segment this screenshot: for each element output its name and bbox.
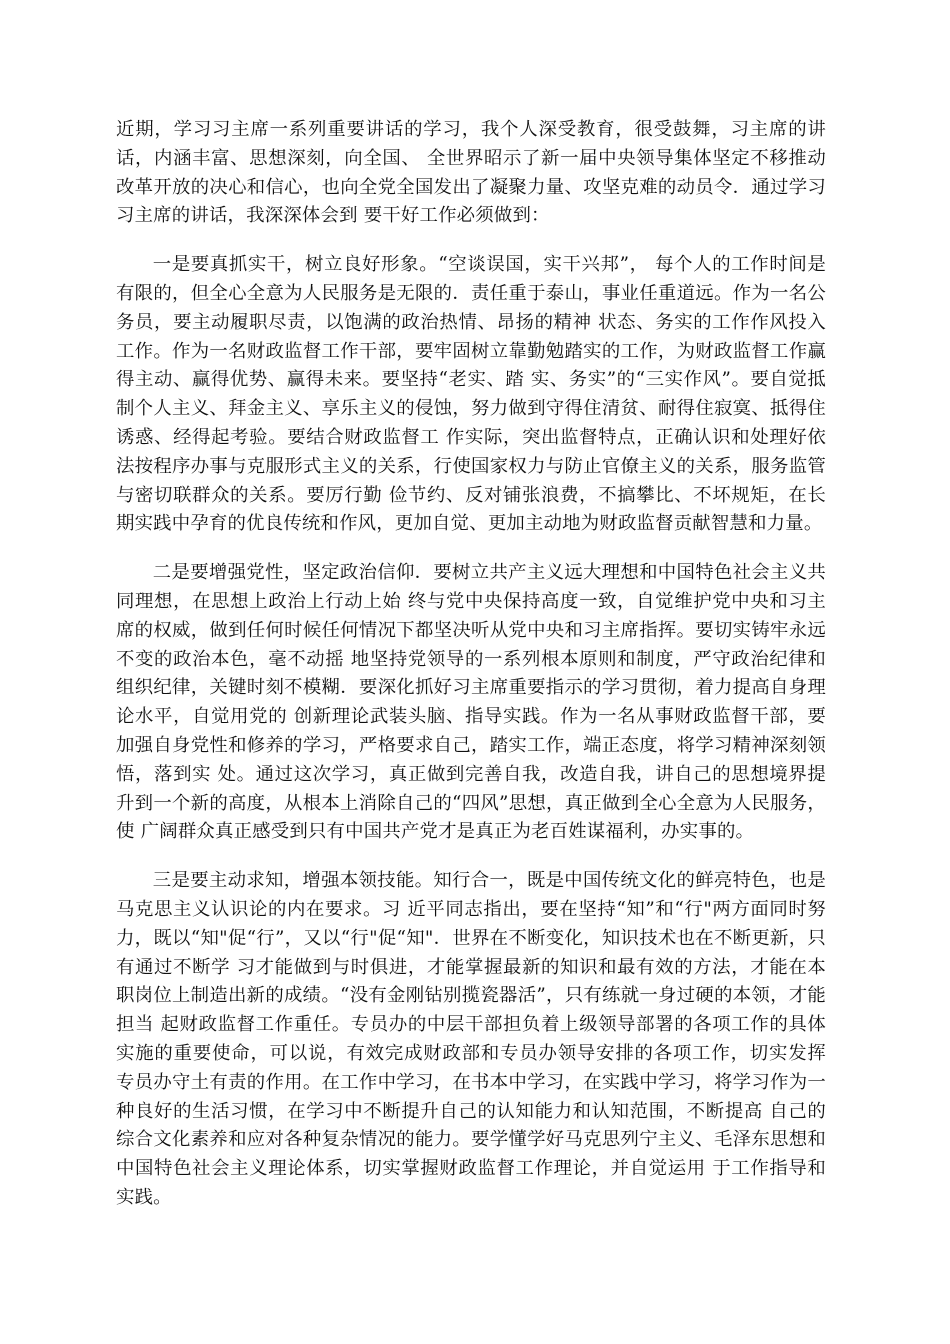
- paragraph-point-two: 二是要增强党性，坚定政治信仰．要树立共产主义远大理想和中国特色社会主义共同理想，在思想上政治上行动上始 终与党中央保持高度一致，自觉维护党中央和习主席的权威，做到任何时候任何情况下都坚决听从党中央和习主席指挥。要切实铸牢永远不变的政治本色，毫不动摇 地坚持党领导的一系列根本原则和制度，严守政治纪律和组织纪律，关键时刻不模糊．要深化抓好习主席重要指示的学习贯彻，着力提高自身理论水平，自觉用党的 创新理论武装头脑、指导实践。作为一名从事财政监督干部，要加强自身党性和修养的学习，严格要求自己，踏实工作，端正态度，将学习精神深刻领悟，落到实 处。通过这次学习，真正做到完善自我，改造自我，讲自己的思想境界提升到一个新的高度，从根本上消除自己的“四风”思想，真正做到全心全意为人民服务，使 广阔群众真正感受到只有中国共产党才是真正为老百姓谋福利，办实事的。: [116, 562, 826, 843]
- document-body: [116, 116, 826, 1233]
- paragraph-point-three: 三是要主动求知，增强本领技能。知行合一，既是中国传统文化的鲜亮特色，也是马克思主义认识论的内在要求。习 近平同志指出，要在坚持“知”和“行"两方面同时努力，既以“知"促“行”，又以“行"促“知"．世界在不断变化，知识技术也在不断更新，只有通过不断学 习才能做到与时俱进，才能掌握最新的知识和最有效的方法，才能在本职岗位上制造出新的成绩。“没有金刚钻别揽瓷器活”，只有练就一身过硬的本领，才能担当 起财政监督工作重任。专员办的中层干部担负着上级领导部署的各项工作的具体实施的重要使命，可以说，有效完成财政部和专员办领导安排的各项工作，切实发挥 专员办守土有责的作用。在工作中学习，在书本中学习，在实践中学习，将学习作为一种良好的生活习惯，在学习中不断提升自己的认知能力和认知范围，不断提高 自己的综合文化素养和应对各种复杂情况的能力。要学懂学好马克思列宁主义、毛泽东思想和中国特色社会主义理论体系，切实掌握财政监督工作理论，并自觉运用 于工作指导和实践。: [116, 870, 826, 1208]
- paragraph-point-one: 一是要真抓实干，树立良好形象。“空谈误国，实干兴邦”， 每个人的工作时间是有限的，但全心全意为人民服务是无限的．责任重于泰山，事业任重道远。作为一名公务员，要主动履职尽责，以饱满的政治热情、昂扬的精神 状态、务实的工作作风投入工作。作为一名财政监督工作干部，要牢固树立靠勤勉踏实的工作，为财政监督工作赢得主动、赢得优势、赢得未来。要坚持“老实、踏 实、务实”的“三实作风”。要自觉抵制个人主义、拜金主义、享乐主义的侵蚀，努力做到守得住清贫、耐得住寂寞、抵得住诱惑、经得起考验。要结合财政监督工 作实际，突出监督特点，正确认识和处理好依法按程序办事与克服形式主义的关系，行使国家权力与防止官僚主义的关系，服务监管与密切联群众的关系。要厉行勤 俭节约、反对铺张浪费，不搞攀比、不坏规矩，在长期实践中孕育的优良传统和作风，更加自觉、更加主动地为财政监督贡献智慧和力量。: [116, 254, 826, 535]
- intro-paragraph: 近期，学习习主席一系列重要讲话的学习，我个人深受教育，很受鼓舞，习主席的讲话，内涵丰富、思想深刻，向全国、 全世界昭示了新一届中央领导集体坚定不移推动改革开放的决心和信心，也向全党全国发出了凝聚力量、攻坚克难的动员令．通过学习习主席的讲话，我深深体会到 要干好工作必须做到：: [116, 119, 826, 227]
